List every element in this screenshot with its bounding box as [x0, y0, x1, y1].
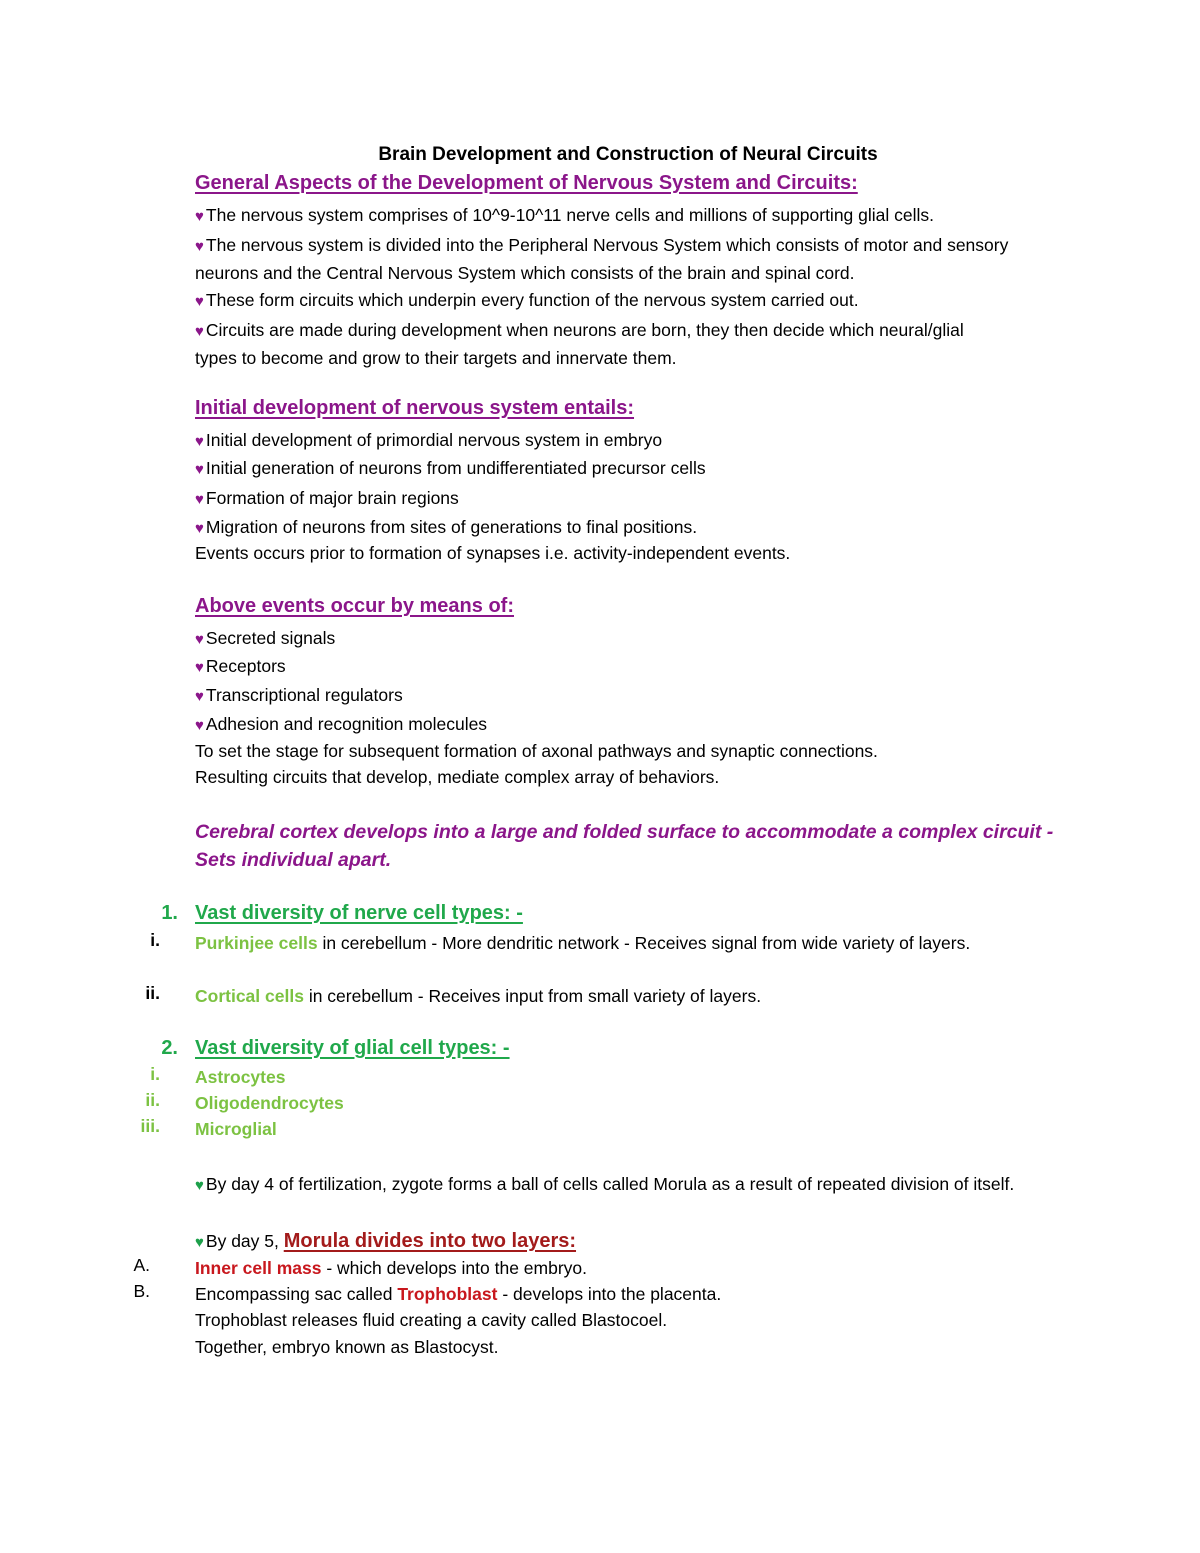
section3-bullet-1: ♥ Secreted signals [195, 625, 335, 653]
heart-icon: ♥ [195, 1177, 204, 1194]
section3-note-2: Resulting circuits that develop, mediate complex array of behaviors. [195, 767, 720, 787]
fertilization-item-a: Inner cell mass - which develops into the embryo. [195, 1258, 588, 1278]
section2-note: Events occurs prior to formation of synapses i.e. activity-independent events. [195, 543, 791, 563]
list2-marker-1: i. [150, 1064, 160, 1084]
list2-marker-3: iii. [140, 1116, 160, 1136]
list2-item-1: Astrocytes [195, 1067, 286, 1087]
heart-icon: ♥ [195, 323, 204, 340]
heart-icon: ♥ [195, 238, 204, 255]
heart-icon: ♥ [195, 461, 204, 478]
section1-bullet-4: ♥ Circuits are made during development when neurons are born, they then decide which neural/glial types to become and grow to their targets and innervate them. [195, 320, 964, 368]
list1-item-2: Cortical cells in cerebellum - Receives input from small variety of layers. [195, 986, 762, 1006]
section2-bullet-3: ♥ Formation of major brain regions [195, 485, 459, 513]
section1-heading: General Aspects of the Development of Nervous System and Circuits: [195, 172, 858, 194]
fertilization-bullet-1: ♥ By day 4 of fertilization, zygote forms a ball of cells called Morula as a result of repeated division of itself. [195, 1171, 1065, 1199]
cortex-statement: Cerebral cortex develops into a large and folded surface to accommodate a complex circuit - Sets individual apart. [195, 821, 1054, 871]
section1-bullet-2: ♥ The nervous system is divided into the Peripheral Nervous System which consists of motor and sensory neurons and the Central Nervous System which consists of the brain and spinal cord. [195, 235, 1009, 283]
section1-bullet-3: ♥ These form circuits which underpin every function of the nervous system carried out. [195, 287, 859, 315]
heart-icon: ♥ [195, 717, 204, 734]
list2-item-2: Oligodendrocytes [195, 1093, 344, 1113]
list2-marker-2: ii. [145, 1090, 160, 1110]
section1-bullet-1: ♥ The nervous system comprises of 10^9-10^11 nerve cells and millions of supporting glial cells. [195, 202, 934, 230]
heart-icon: ♥ [195, 1234, 204, 1251]
section3-bullet-2: ♥ Receptors [195, 653, 286, 681]
list1-item-1: Purkinjee cells in cerebellum - More dendritic network - Receives signal from wide variety of layers. [195, 933, 971, 953]
list2-number: 2. [161, 1037, 178, 1059]
list1-number: 1. [161, 902, 178, 924]
fertilization-marker-b: B. [133, 1281, 150, 1301]
list1-heading: Vast diversity of nerve cell types: - [195, 902, 523, 924]
heart-icon: ♥ [195, 293, 204, 310]
fertilization-note-1: Trophoblast releases fluid creating a cavity called Blastocoel. [195, 1310, 668, 1330]
fertilization-bullet-2: ♥ By day 5, Morula divides into two layers: [195, 1228, 576, 1256]
heart-icon: ♥ [195, 208, 204, 225]
fertilization-note-2: Together, embryo known as Blastocyst. [195, 1337, 499, 1357]
section3-heading: Above events occur by means of: [195, 595, 514, 617]
list1-marker-2: ii. [145, 983, 160, 1003]
heart-icon: ♥ [195, 688, 204, 705]
list2-heading: Vast diversity of glial cell types: - [195, 1037, 510, 1059]
section3-bullet-3: ♥ Transcriptional regulators [195, 682, 403, 710]
section3-note-1: To set the stage for subsequent formation of axonal pathways and synaptic connections. [195, 741, 878, 761]
fertilization-item-b: Encompassing sac called Trophoblast - develops into the placenta. [195, 1284, 722, 1304]
section2-bullet-2: ♥ Initial generation of neurons from undifferentiated precursor cells [195, 455, 706, 483]
heart-icon: ♥ [195, 659, 204, 676]
fertilization-marker-a: A. [133, 1255, 150, 1275]
document-title: Brain Development and Construction of Neural Circuits [378, 144, 878, 165]
heart-icon: ♥ [195, 433, 204, 450]
heart-icon: ♥ [195, 520, 204, 537]
section2-bullet-4: ♥ Migration of neurons from sites of generations to final positions. [195, 514, 697, 542]
section2-bullet-1: ♥ Initial development of primordial nervous system in embryo [195, 427, 662, 455]
section3-bullet-4: ♥ Adhesion and recognition molecules [195, 711, 487, 739]
heart-icon: ♥ [195, 631, 204, 648]
heart-icon: ♥ [195, 491, 204, 508]
section2-heading: Initial development of nervous system entails: [195, 397, 635, 419]
list2-item-3: Microglial [195, 1119, 277, 1139]
list1-marker-1: i. [150, 930, 160, 950]
